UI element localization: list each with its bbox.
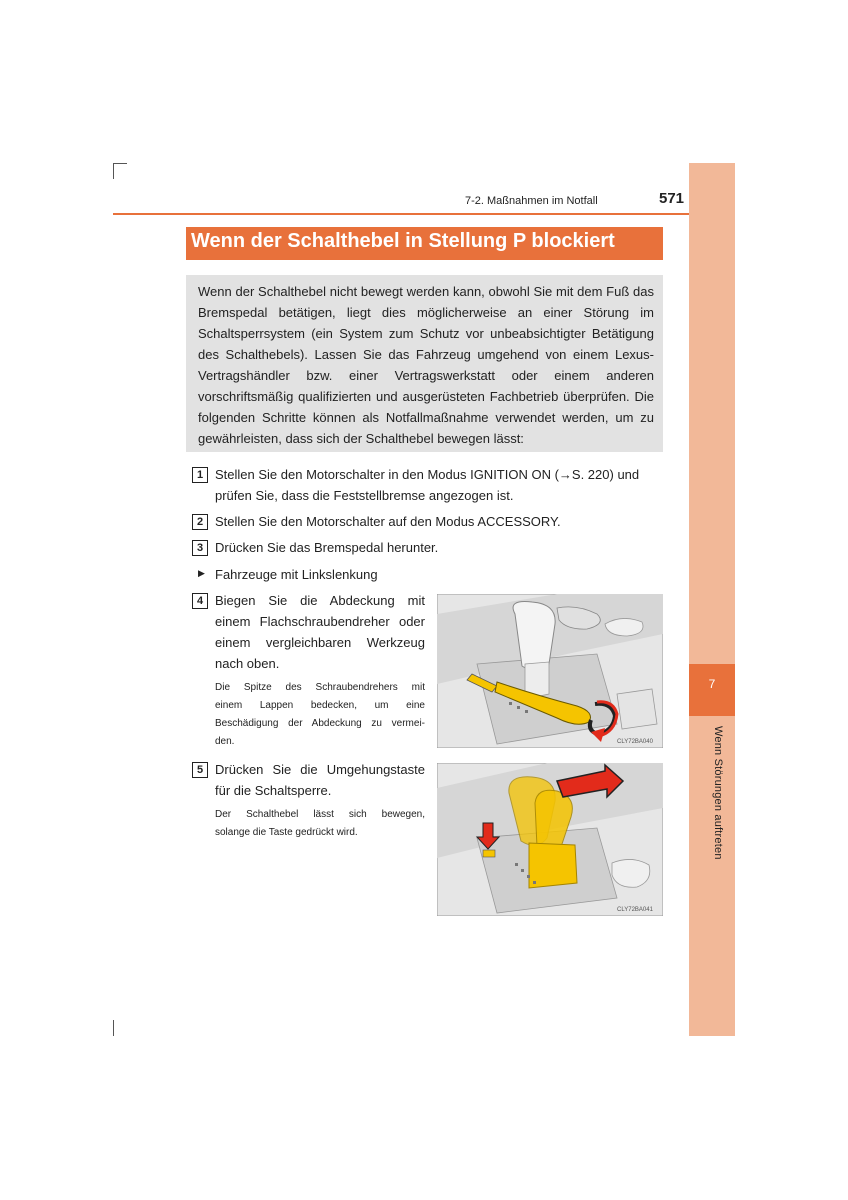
step-number: 3 [192, 540, 208, 556]
crop-mark [113, 163, 114, 179]
step-line: einem vergleichbaren Werkzeug [215, 635, 425, 650]
step-number: 4 [192, 593, 208, 609]
figure-code: CLY72BA040 [617, 739, 653, 745]
step-line: prüfen Sie, dass die Feststellbremse angezogen ist. [215, 488, 514, 503]
note-line: Die Spitze des Schraubendrehers mit [215, 682, 425, 693]
note-line: Der Schalthebel lässt sich bewegen, [215, 809, 425, 820]
step-note [215, 806, 425, 842]
intro-text: Wenn der Schalthebel nicht bewegt werden kann, obwohl Sie mit dem Fuß das Bremspedal betätigen, liegt dies möglicherweise an einer Störung im Schaltsperrsystem (ein System zum Schutz vor unbeabsichtigter Betätigung des Schalthebels). Lassen Sie das Fahrzeug umgehend von einem Lexus-Vertragshändler bzw. einer Vertragswerkstatt oder einem anderen vorschriftsmäßig qualifizierten und ausgerüsteten Fachbetrieb überprüfen. Die folgenden Schritte können als Notfallmaßnahme verwendet werden, um zu gewährleisten, dass sich der Schalthebel bewegen lässt: [198, 284, 654, 446]
step-text: Drücken Sie das Bremspedal herunter. [215, 540, 439, 555]
step-line: nach oben. [215, 656, 280, 671]
step-number: 5 [192, 762, 208, 778]
shift-lock-release-illustration [437, 763, 663, 916]
shift-lever-cover-illustration [437, 594, 663, 748]
step-text [215, 590, 425, 674]
note-line: Beschädigung der Abdeckung zu vermei- [215, 718, 425, 729]
step-number: 2 [192, 514, 208, 530]
chapter-side-tab [689, 163, 735, 1036]
step-number: 1 [192, 467, 208, 483]
step-line: für die Schaltsperre. [215, 783, 332, 798]
step-line: Stellen Sie den Motorschalter in den Modus IGNITION ON (→S. 220) und [215, 467, 640, 482]
step-line: Biegen Sie die Abdeckung mit [215, 593, 425, 608]
step-text: Stellen Sie den Motorschalter auf den Modus ACCESSORY. [215, 514, 561, 529]
page-title: Wenn der Schalthebel in Stellung P blockiert [191, 230, 615, 252]
step-text [215, 759, 425, 801]
crop-mark [113, 1020, 114, 1036]
note-line: den. [215, 736, 235, 747]
figure-code: CLY72BA041 [617, 907, 653, 913]
note-line: solange die Taste gedrückt wird. [215, 827, 358, 838]
step-line: einem Flachschraubendreher oder [215, 614, 425, 629]
subheading: Fahrzeuge mit Linkslenkung [215, 567, 378, 582]
chapter-title: Wenn Störungen auftreten [712, 726, 724, 860]
header-rule [113, 213, 689, 215]
bullet-triangle-icon: ▶ [198, 568, 205, 578]
chapter-number: 7 [708, 677, 716, 691]
section-title: 7-2. Maßnahmen im Notfall [465, 195, 598, 207]
step-text [215, 464, 639, 506]
step-line: Drücken Sie die Umgehungstaste [215, 762, 425, 777]
note-line: einem Lappen bedecken, um eine [215, 700, 425, 711]
crop-mark [113, 163, 127, 164]
step-note [215, 679, 425, 751]
page-number: 571 [659, 190, 685, 207]
